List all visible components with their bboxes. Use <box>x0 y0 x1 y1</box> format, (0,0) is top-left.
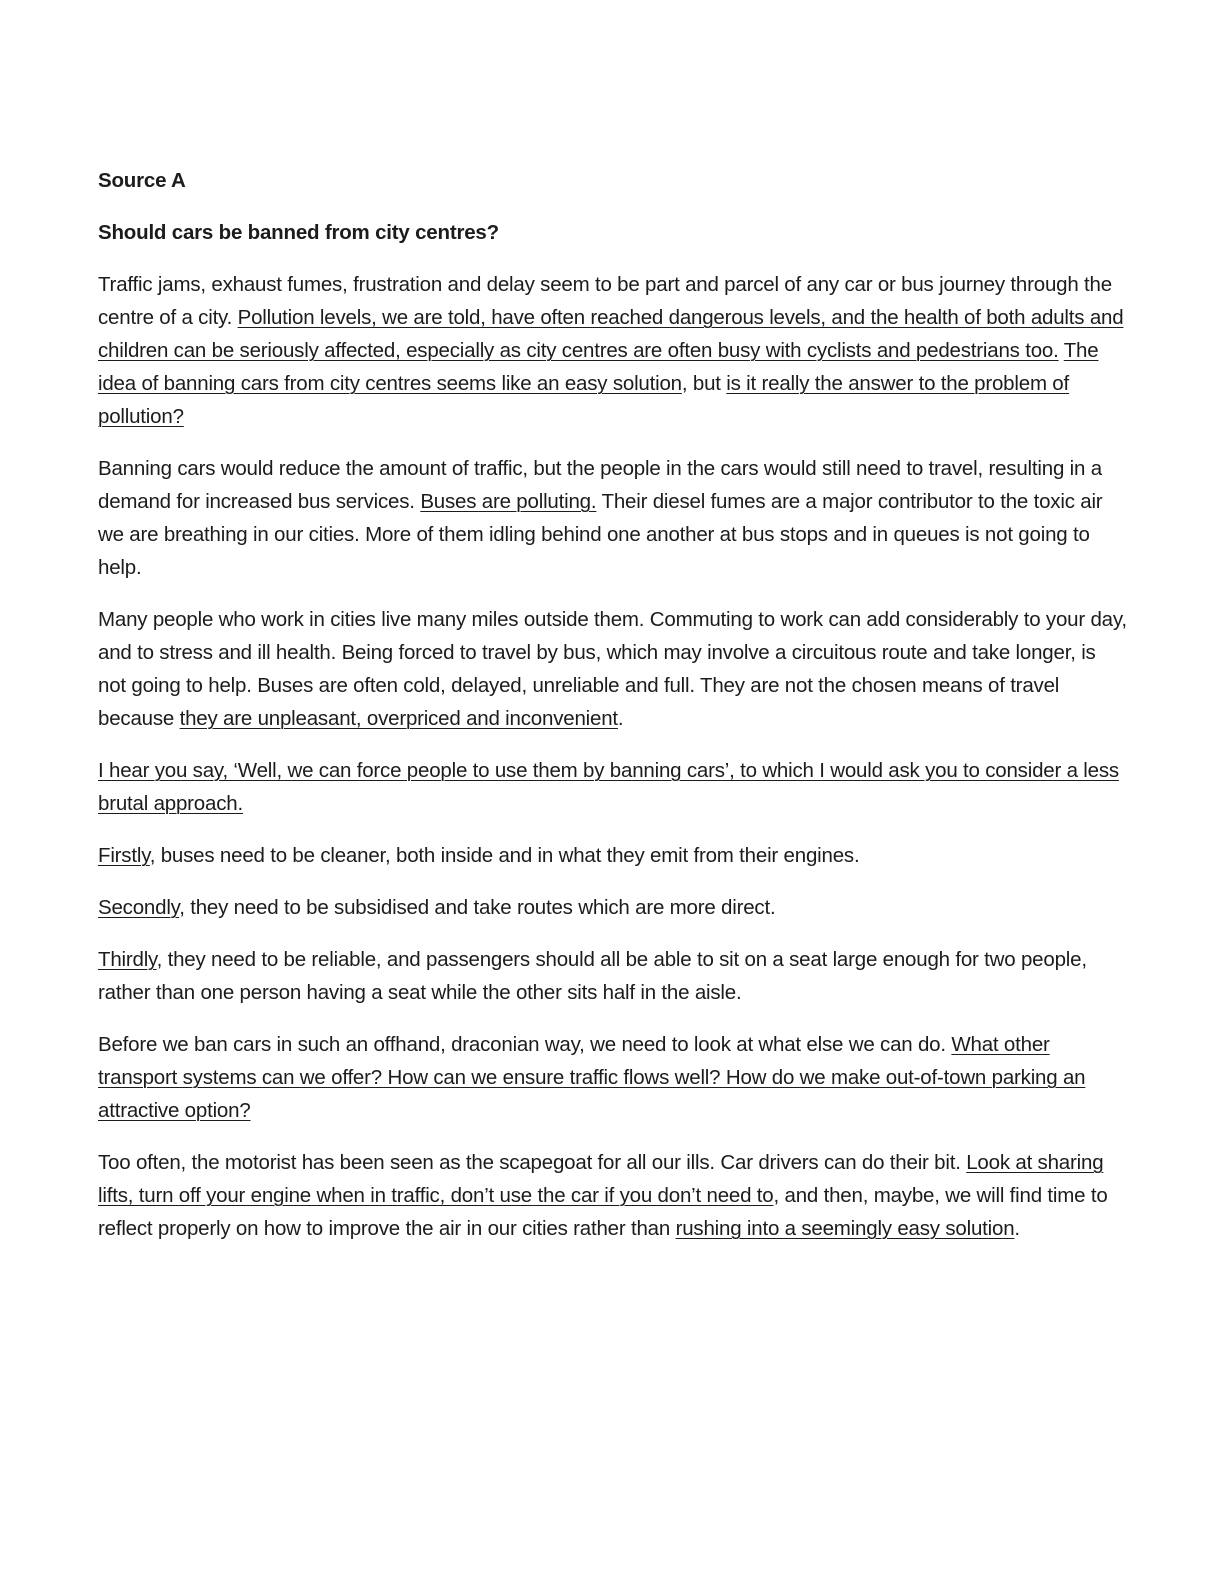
underlined-text: Firstly <box>98 844 150 867</box>
text-segment: . <box>1014 1217 1020 1240</box>
underlined-text: Look at sharing lifts, turn off your engine when in traffic, don’t use the car if you don’t need to <box>98 1151 1104 1207</box>
underlined-text: What other transport systems can we offer? How can we ensure traffic flows well? How do we make out-of-town parking an attractive option? <box>98 1033 1086 1122</box>
paragraph <box>98 268 1128 433</box>
paragraph <box>98 452 1128 584</box>
underlined-text: Buses are polluting. <box>420 490 597 513</box>
text-segment: Traffic jams, exhaust fumes, frustration and delay seem to be part and parcel of any car or bus journey through the centre of a city. <box>98 273 1112 329</box>
underlined-text: I hear you say, ‘Well, we can force people to use them by banning cars’, to which I would ask you to consider a less brutal approach. <box>98 759 1119 815</box>
text-segment: Banning cars would reduce the amount of traffic, but the people in the cars would still need to travel, resulting in a demand for increased bus services. <box>98 457 1102 513</box>
text-segment: Too often, the motorist has been seen as the scapegoat for all our ills. Car drivers can do their bit. <box>98 1151 967 1174</box>
text-segment: . <box>617 707 624 730</box>
paragraph <box>98 943 1128 1009</box>
paragraph <box>98 603 1128 735</box>
paragraph <box>98 754 1128 820</box>
underlined-text: Thirdly <box>98 948 157 971</box>
text-segment: Before we ban cars in such an offhand, draconian way, we need to look at what else we can do. <box>98 1033 952 1056</box>
text-segment: , and then, maybe, we will find time to reflect properly on how to improve the air in our cities rather than <box>98 1184 1108 1240</box>
text-segment: , they need to be subsidised and take routes which are more direct. <box>179 896 776 919</box>
text-segment: Many people who work in cities live many miles outside them. Commuting to work can add considerably to your day, and to stress and ill health. Being forced to travel by bus, which may involve a circuitous route and take longer, is not going to help. Buses are often cold, delayed, unreliable and full. They are not the chosen means of travel because <box>98 608 1127 730</box>
paragraph <box>98 839 1128 872</box>
underlined-text: is it really the answer to the problem of pollution? <box>98 372 1070 428</box>
text-segment: Their diesel fumes are a major contributor to the toxic air we are breathing in our cities. More of them idling behind one another at bus stops and in queues is not going to help. <box>98 490 1103 579</box>
article-title: Should cars be banned from city centres? <box>98 221 499 244</box>
underlined-text: they are unpleasant, overpriced and inconvenient <box>179 707 618 730</box>
paragraph <box>98 1146 1128 1245</box>
text-segment: , buses need to be cleaner, both inside and in what they emit from their engines. <box>149 844 860 867</box>
source-label: Source A <box>98 169 186 192</box>
underlined-text: The idea of banning cars from city centres seems like an easy solution <box>98 339 1099 395</box>
underlined-text: Pollution levels, we are told, have often reached dangerous levels, and the health of both adults and children can be seriously affected, especially as city centres are often busy with cyclists and pedestrians too. <box>98 306 1124 362</box>
paragraph <box>98 1028 1128 1127</box>
document-page <box>98 164 1128 1264</box>
text-segment: , they need to be reliable, and passengers should all be able to sit on a seat large enough for two people, rather than one person having a seat while the other sits half in the aisle. <box>98 948 1087 1004</box>
underlined-text: rushing into a seemingly easy solution <box>675 1217 1015 1240</box>
text-segment: , but <box>681 372 727 395</box>
underlined-text: Secondly <box>98 896 180 919</box>
article-body <box>98 268 1128 1245</box>
paragraph <box>98 891 1128 924</box>
